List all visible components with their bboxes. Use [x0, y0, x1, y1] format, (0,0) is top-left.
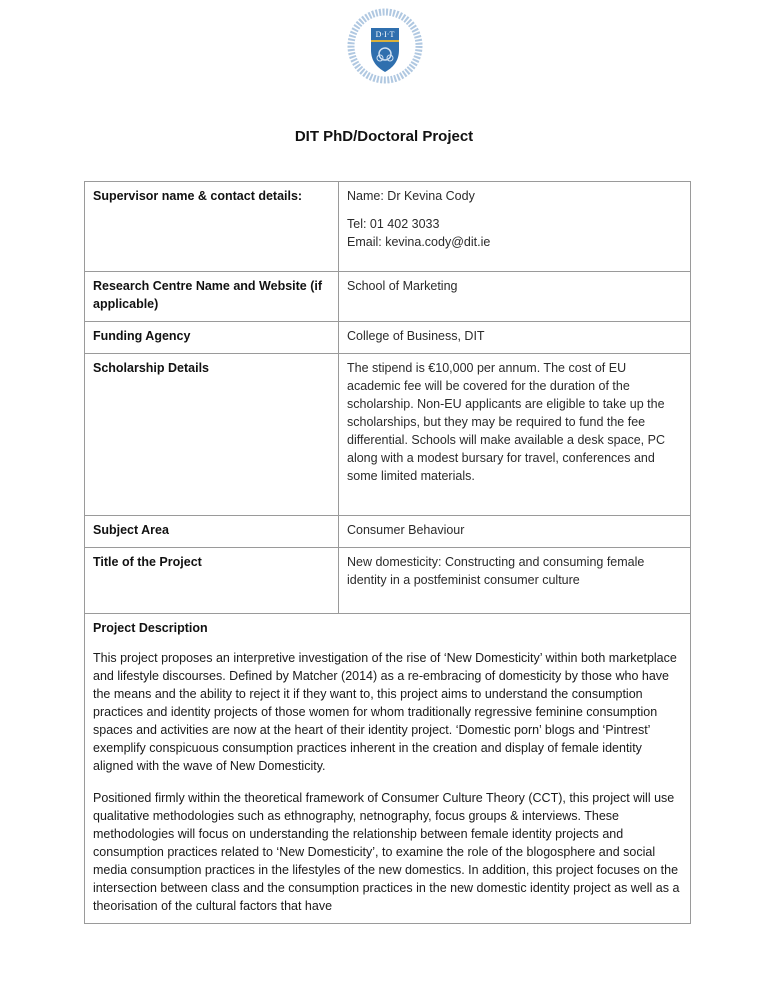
table-row-subject-area: [85, 516, 691, 548]
page-title: DIT PhD/Doctoral Project: [294, 128, 474, 145]
row-label: Funding Agency: [85, 322, 339, 354]
supervisor-phone: Tel: 01 402 3033: [347, 217, 440, 231]
row-value: College of Business, DIT: [339, 322, 691, 354]
table-row-description: [85, 614, 691, 924]
table-row-funding-agency: [85, 322, 691, 354]
description-heading: Project Description: [93, 621, 208, 635]
description-paragraph: Positioned firmly within the theoretical framework of Consumer Culture Theory (CCT), this project will use qualitative methodologies such as ethnography, netnography, focus groups & interviews. These methodologies will focus on understanding the relationship between female identity projects and consumption practices related to ‘New Domesticity’, to examine the role of the blogosphere and social media consumption practices in the lifestyles of the new domestics. In addition, this project focuses on the intersection between class and the consumption practices in the new domestic identity project as well as a theorisation of the cultural factors that have: [93, 791, 680, 913]
row-label: Supervisor name & contact details:: [85, 182, 339, 272]
supervisor-details: [339, 182, 691, 272]
project-info-table: [84, 181, 691, 924]
table-row-supervisor: [85, 182, 691, 272]
svg-text:D·I·T: D·I·T: [375, 30, 395, 39]
row-value: School of Marketing: [339, 272, 691, 322]
table-row-research-centre: [85, 272, 691, 322]
row-value: Consumer Behaviour: [339, 516, 691, 548]
row-label: Research Centre Name and Website (if applicable): [85, 272, 339, 322]
row-value: The stipend is €10,000 per annum. The cost of EU academic fee will be covered for the duration of the scholarship. Non-EU applicants are eligible to take up the scholarships, but they may be required to fund the fee differential. Schools will make available a desk space, PC along with a modest bursary for travel, conferences and some limited materials.: [339, 354, 691, 516]
row-label: Title of the Project: [85, 548, 339, 614]
row-label: Scholarship Details: [85, 354, 339, 516]
row-value: New domesticity: Constructing and consuming female identity in a postfeminist consumer culture: [339, 548, 691, 614]
table-row-project-title: [85, 548, 691, 614]
supervisor-email: Email: kevina.cody@dit.ie: [347, 235, 491, 249]
dit-crest-logo: [347, 8, 423, 84]
table-row-scholarship: [85, 354, 691, 516]
supervisor-name: Name: Dr Kevina Cody: [347, 189, 475, 203]
project-description: [85, 614, 691, 924]
row-label: Subject Area: [85, 516, 339, 548]
description-paragraph: This project proposes an interpretive investigation of the rise of ‘New Domesticity’ within both marketplace and lifestyle discourses. Defined by Matcher (2014) as a re-embracing of domesticity by those who have the means and the ability to reject it if they want to, this project aims to understand the consumption practices and identity projects of those women for whom traditionally regressive feminine consumption spaces and activities are now at the heart of their identity project. ‘Domestic porn’ blogs and ‘Pintrest’ exemplify conspicuous consumption practices inherent in the creation and display of female identity aligned with the wave of New Domesticity.: [93, 651, 677, 773]
